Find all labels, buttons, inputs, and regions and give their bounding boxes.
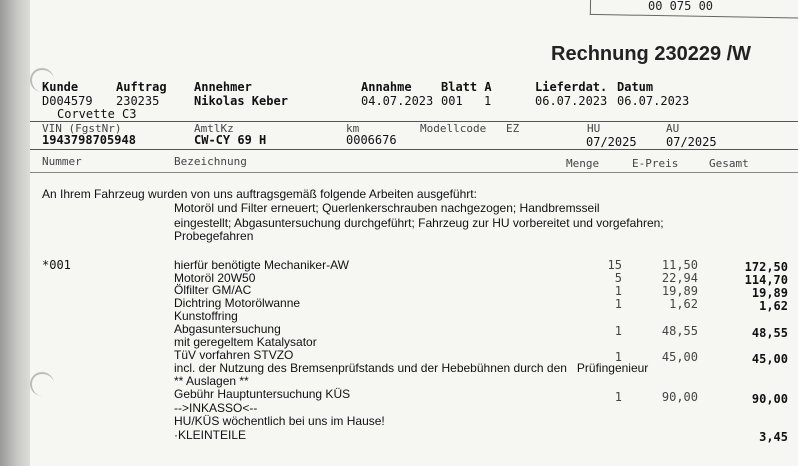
amtlkz-value: CW-CY 69 H [194,133,267,147]
annahme-label: Annahme [361,80,412,94]
vehicle-divider [30,149,798,150]
intro-line-4: Probegefahren [174,229,254,243]
item-epreis: 48,55 [661,324,698,338]
km-value: 0006676 [346,133,397,147]
vin-label: VIN (FgstNr) [42,122,122,135]
item-desc: ·KLEINTEILE [174,428,247,442]
item-desc: -->INKASSO<-- [174,401,258,415]
col-menge: Menge [566,157,600,170]
invoice-page [30,0,798,466]
header-divider [30,121,798,122]
blatt-value-1: 001 [441,94,463,108]
item-gesamt: 1,62 [759,299,788,313]
item-epreis: 11,50 [661,258,698,272]
intro-line-2: Motoröl und Filter erneuert; Querlenkerschrauben nachgezogen; Handbremsseil [174,201,600,215]
kunde-label: Kunde [42,80,79,94]
item-gesamt: 48,55 [751,326,788,340]
binder-edge [0,0,30,466]
top-number: 00 075 00 [648,0,714,13]
au-value: 07/2025 [666,135,717,149]
item-desc: hierfür benötigte Mechaniker-AW [174,258,349,272]
item-gesamt: 114,70 [744,273,788,287]
hu-label: HU [587,122,601,135]
item-epreis: 19,89 [661,284,698,298]
item-gesamt: 45,00 [751,352,788,366]
item-desc: Dichtring Motorölwanne [174,296,301,310]
columns-divider [30,172,798,173]
item-gesamt: 172,50 [744,260,788,274]
col-epreis: E-Preis [632,157,679,170]
au-label: AU [666,122,680,135]
item-menge: 5 [614,271,622,285]
item-desc: HU/KÜS wöchentlich bei uns im Hause! [174,414,385,428]
item-desc: TüV vorfahren STVZO [174,348,294,362]
item-gesamt: 3,45 [759,430,788,444]
blatt-label: Blatt A [441,80,492,94]
intro-line-1: An Ihrem Fahrzeug wurden von uns auftragsgemäß folgende Arbeiten ausgeführt: [42,187,477,201]
auftrag-value: 230235 [116,94,160,108]
km-label: km [346,122,360,135]
item-epreis: 1,62 [669,297,698,311]
item-menge: 1 [614,324,622,338]
item-desc: Gebühr Hauptuntersuchung KÜS [174,387,351,401]
item-desc: Abgasuntersuchung [174,322,281,336]
item-desc: Kunstoffring [174,309,238,323]
item-menge: 15 [607,258,622,272]
item-desc: Motoröl 20W50 [174,271,256,285]
ez-label: EZ [506,122,520,135]
item-menge: 1 [614,390,622,404]
item-gesamt: 19,89 [751,286,788,300]
item-number: *001 [42,258,71,272]
hu-value: 07/2025 [586,135,637,149]
item-menge: 1 [614,284,622,298]
annahme-value: 04.07.2023 [361,94,434,108]
annehmer-value: Nikolas Keber [194,94,288,108]
kunde-value: D004579 [42,94,93,108]
item-menge: 1 [614,350,622,364]
col-nummer: Nummer [42,155,82,168]
item-epreis: 45,00 [661,350,698,364]
item-menge: 1 [614,297,622,311]
lieferdat-value: 06.07.2023 [535,94,608,108]
annehmer-label: Annehmer [194,80,252,94]
item-desc: mit geregeltem Katalysator [174,335,317,349]
item-desc: incl. der Nutzung des Bremsenprüfstands und der Hebebühnen durch den Prüfingenieur [174,361,649,375]
intro-line-3: eingestellt; Abgasuntersuchung durchgeführt; Fahrzeug zur HU vorbereitet und vorgefahren; [174,216,664,230]
auftrag-label: Auftrag [116,80,167,94]
col-gesamt: Gesamt [709,157,749,170]
item-desc: ** Auslagen ** [174,374,249,388]
vehicle-model: Corvette C3 [57,107,137,121]
item-desc: Ölfilter GM/AC [174,283,252,297]
col-bezeichnung: Bezeichnung [174,155,247,168]
modellcode-label: Modellcode [420,122,487,135]
blatt-value-2: 1 [484,94,492,108]
invoice-title: Rechnung 230229 /W [551,43,752,65]
datum-value: 06.07.2023 [617,94,690,108]
item-gesamt: 90,00 [751,392,788,406]
datum-label: Datum [617,80,654,94]
punch-hole-bottom [30,372,54,396]
lieferdat-label: Lieferdat. [535,80,608,94]
item-epreis: 22,94 [661,271,698,285]
vin-value: 1943798705948 [42,133,136,147]
item-epreis: 90,00 [661,390,698,404]
amtlkz-label: AmtlKz [194,122,234,135]
